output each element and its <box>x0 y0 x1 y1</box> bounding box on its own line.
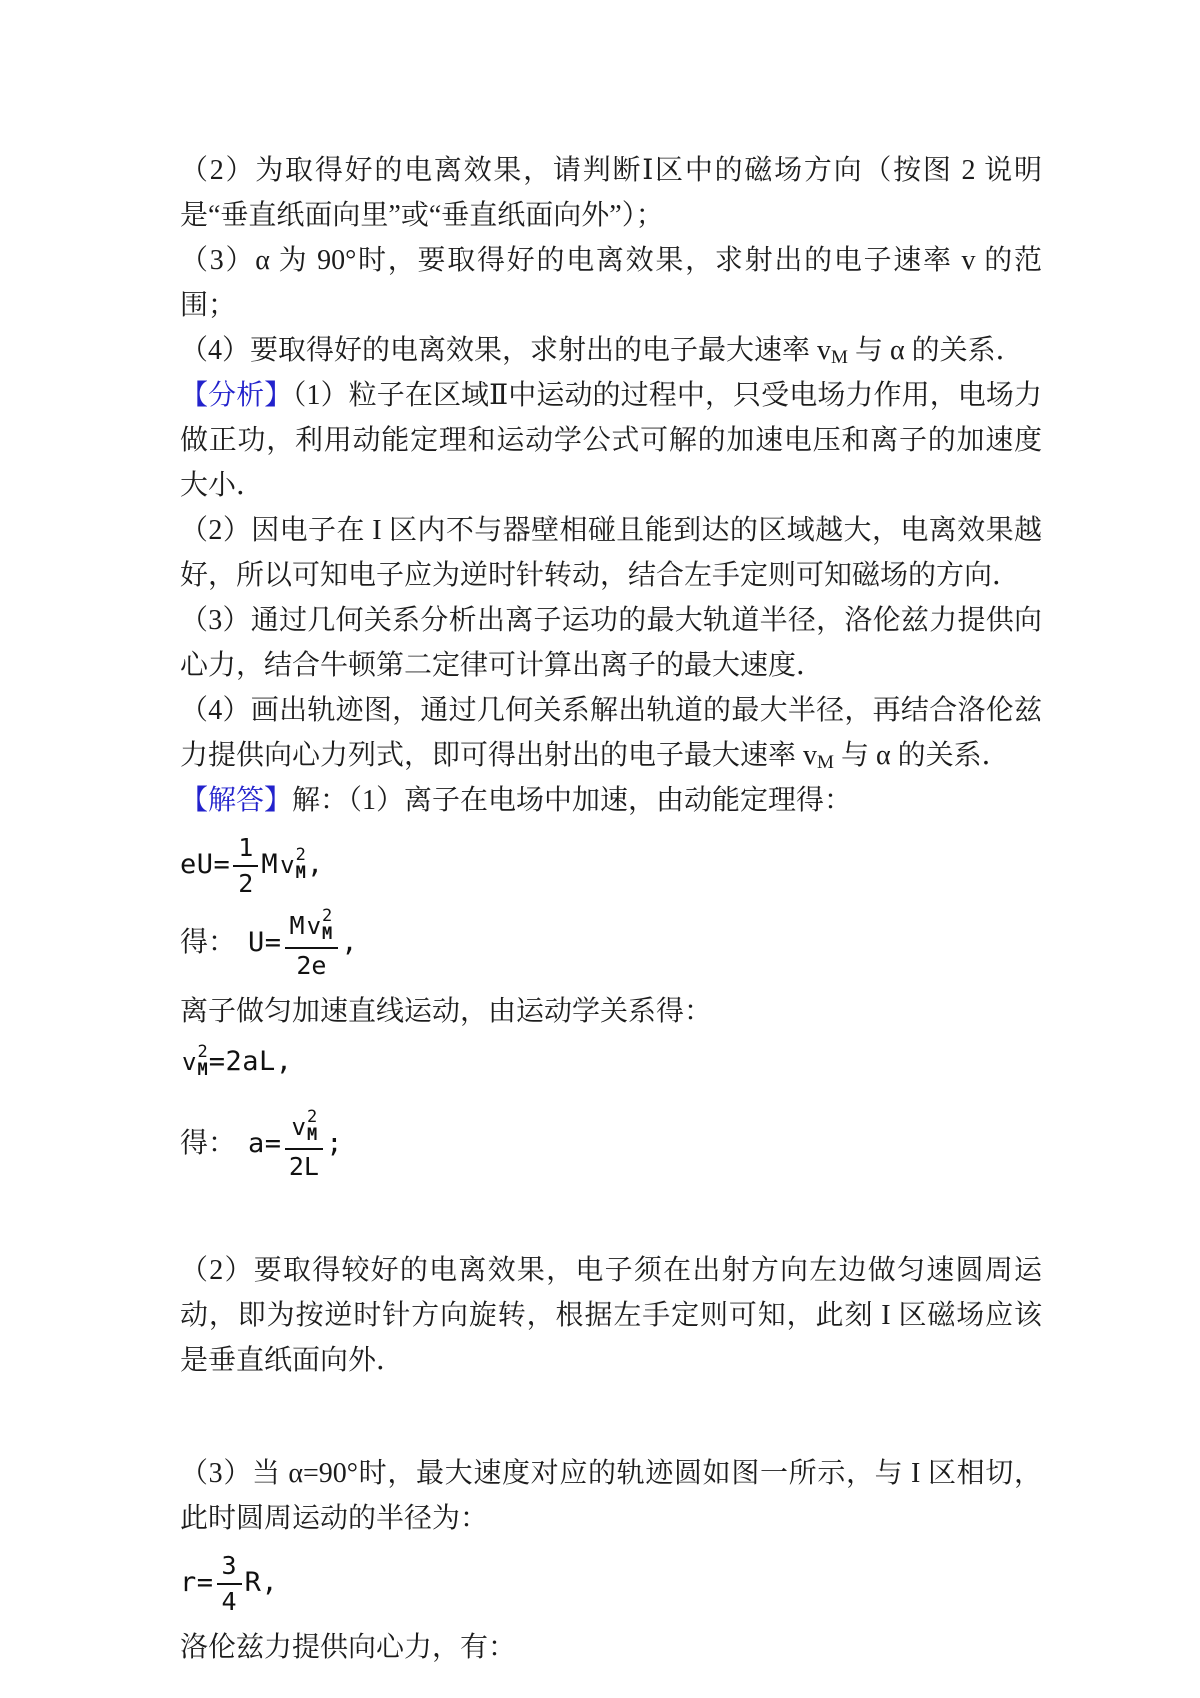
formula-lead-text: 得： <box>180 1127 237 1159</box>
formula-tail: , <box>306 849 324 881</box>
formula-acceleration <box>180 1108 1042 1180</box>
fraction-three-quarters <box>217 1551 242 1615</box>
velocity-symbol: v <box>280 850 295 879</box>
formula-tail: , <box>261 1567 279 1599</box>
answer-intro-text: 解：（1）离子在电场中加速，由动能定理得： <box>292 785 853 816</box>
formula-rhs: =2aL <box>208 1046 276 1078</box>
velocity-sup-sub <box>296 847 306 883</box>
analysis-1-text: （1）粒子在区域Ⅱ中运动的过程中，只受电场力作用，电场力做正功，利用动能定理和运动学公式可解的加速电压和离子的加速度大小． <box>180 380 1042 501</box>
velocity-superscript: 2 <box>295 845 306 866</box>
fraction-denominator: 4 <box>221 1586 237 1616</box>
answer-intro <box>180 778 1042 823</box>
fraction-numerator <box>285 1108 324 1150</box>
formula-work-energy <box>180 833 1042 897</box>
question-4-text-end: 与 α 的关系． <box>847 335 1024 366</box>
fraction-denominator: 2e <box>296 950 327 980</box>
analysis-4-text-end: 与 α 的关系． <box>833 740 1010 771</box>
velocity-subscript: M <box>322 923 333 944</box>
problem-question-3: （3）α 为 90°时，要取得好的电离效果，求射出的电子速率 v 的范围； <box>180 245 1042 321</box>
fraction-numerator: 3 <box>217 1551 242 1585</box>
formula-kinematics <box>180 1044 1042 1080</box>
velocity-symbol: v <box>306 911 322 940</box>
vm-subscript: M <box>817 752 834 774</box>
formula-tail: , <box>341 927 359 959</box>
analysis-point-2: （2）因电子在 I 区内不与器壁相碰且能到达的区域越大，电离效果越好，所以可知电子应为逆时针转动，结合左手定则可知磁场的方向． <box>180 515 1042 591</box>
fraction-numerator: 1 <box>233 833 258 867</box>
velocity-sup-sub <box>322 908 332 944</box>
analysis-point-4 <box>180 688 1042 778</box>
numerator-mass-symbol: M <box>289 911 305 941</box>
velocity-subscript: M <box>197 1060 208 1081</box>
answer-label: 【解答】 <box>180 785 293 816</box>
velocity-superscript: 2 <box>322 906 333 926</box>
formula-mass-symbol: M <box>261 849 279 881</box>
fraction-v2-over-2l <box>285 1108 324 1180</box>
analysis-4-text: （4）画出轨迹图，通过几何关系解出轨道的最大半径，再结合洛伦兹力提供向心力列式，即可得出射出的电子最大速率 v <box>180 695 1042 771</box>
problem-question-2: （2）为取得好的电离效果，请判断Ⅰ区中的磁场方向（按图 2 说明是“垂直纸面向里”或“垂直纸面向外”）； <box>180 155 1042 231</box>
fraction-numerator <box>285 907 339 949</box>
fraction-denominator: 2 <box>238 868 254 898</box>
kinematics-statement: 离子做匀加速直线运动，由运动学关系得： <box>180 996 713 1028</box>
fraction-mv2-over-2e <box>285 907 339 979</box>
velocity-subscript: M <box>306 1124 318 1145</box>
velocity-sup-sub <box>306 1106 318 1145</box>
formula-lhs: a= <box>248 1128 282 1160</box>
formula-rhs: R <box>244 1567 262 1599</box>
formula-lhs: r= <box>180 1567 214 1599</box>
velocity-symbol: v <box>291 1112 306 1141</box>
velocity-subscript: M <box>295 863 306 883</box>
analysis-point-1 <box>180 373 1042 508</box>
formula-tail: ; <box>326 1128 343 1160</box>
fraction-one-half <box>233 833 258 897</box>
formula-lead-text: 得： <box>180 926 237 958</box>
fraction-denominator: 2L <box>288 1151 319 1181</box>
velocity-superscript: 2 <box>197 1042 208 1063</box>
question-4-text: （4）要取得好的电离效果，求射出的电子最大速率 v <box>180 335 832 366</box>
formula-tail: , <box>275 1046 293 1078</box>
velocity-sup-sub <box>197 1044 207 1080</box>
answer-point-3: （3）当 α=90°时，最大速度对应的轨迹圆如图一所示，与 I 区相切，此时圆周运动的半径为： <box>180 1458 1042 1535</box>
answer-point-2: （2）要取得较好的电离效果，电子须在出射方向左边做匀速圆周运动，即为按逆时针方向旋转，根据左手定则可知，此刻 I 区磁场应该是垂直纸面向外． <box>180 1255 1042 1377</box>
vm-subscript: M <box>831 347 848 369</box>
problem-question-4 <box>180 328 1042 373</box>
velocity-superscript: 2 <box>306 1106 318 1127</box>
lorentz-statement: 洛伦兹力提供向心力，有： <box>180 1632 517 1664</box>
formula-voltage <box>180 907 1042 979</box>
formula-lhs: eU= <box>180 849 231 881</box>
analysis-point-3: （3）通过几何关系分析出离子运功的最大轨道半径，洛伦兹力提供向心力，结合牛顿第二定律可计算出离子的最大速度． <box>180 605 1042 681</box>
velocity-symbol: v <box>182 1047 197 1076</box>
analysis-label: 【分析】 <box>180 380 293 411</box>
formula-lhs: U= <box>248 927 282 959</box>
formula-radius <box>180 1551 1042 1615</box>
